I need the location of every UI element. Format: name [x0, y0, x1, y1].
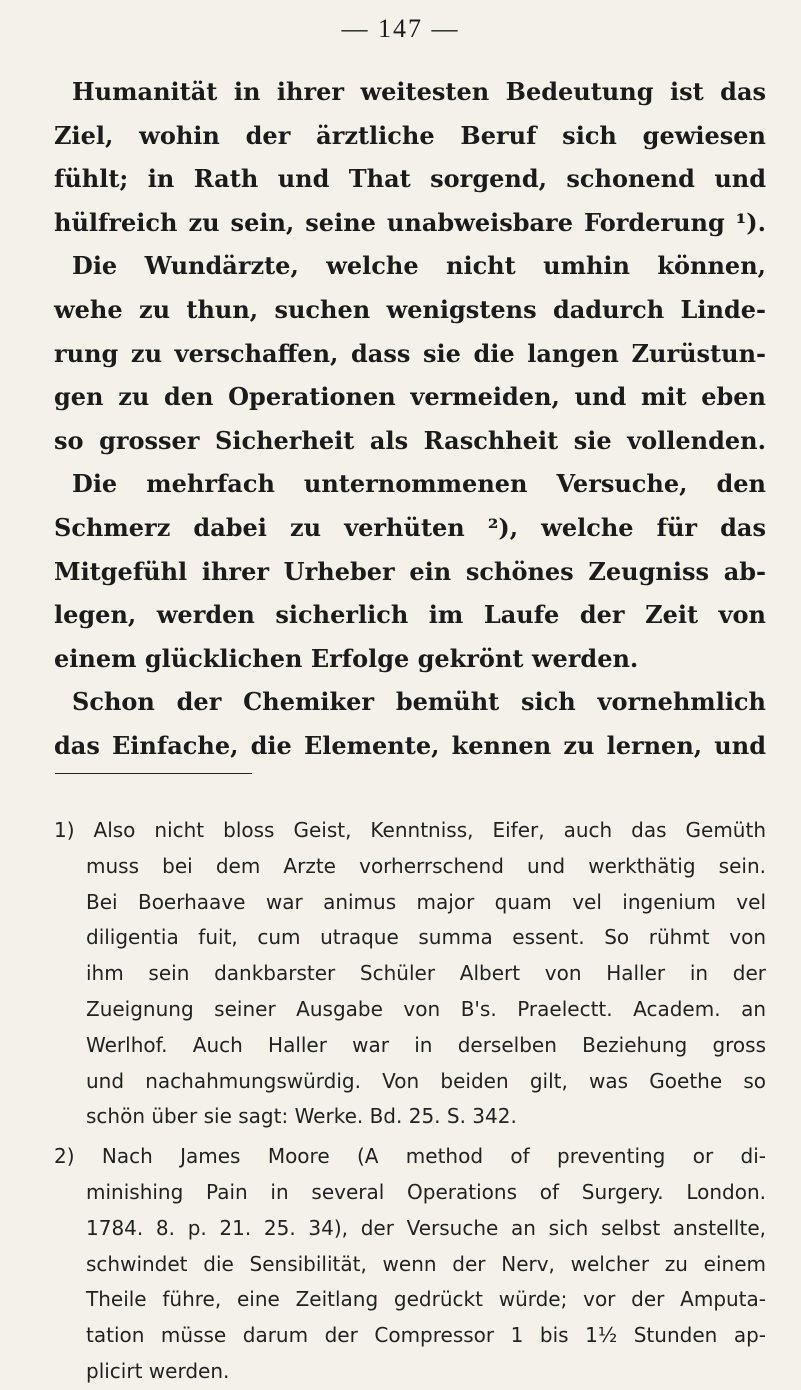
footnote-line: 2) Nach James Moore (A method of preventing or di- — [54, 1144, 766, 1169]
footnote-line: 1) Also nicht bloss Geist, Kenntniss, Eifer, auch das Gemüth — [54, 818, 766, 842]
footnote-line: plicirt werden. — [86, 1358, 230, 1383]
footnote-line: diligentia fuit, cum utraque summa essent. So rühmt von — [86, 925, 766, 950]
body-line: legen, werden sicherlich im Laufe der Zeit von — [54, 600, 766, 630]
footnote-line: Werlhof. Auch Haller war in derselben Beziehung gross — [86, 1032, 766, 1057]
footnotes — [54, 813, 766, 1390]
footnote-divider — [55, 773, 252, 774]
footnote-line: 1784. 8. p. 21. 25. 34), der Versuche an sich selbst anstellte, — [86, 1215, 766, 1240]
body-text — [54, 70, 766, 768]
footnote-line: minishing Pain in several Operations of Surgery. London. — [86, 1179, 766, 1204]
footnote-line: muss bei dem Arzte vorherrschend und werkthätig sein. — [86, 853, 766, 878]
body-line: so grosser Sicherheit als Raschheit sie vollenden. — [54, 425, 766, 455]
body-line: Die Wundärzte, welche nicht umhin können, — [72, 251, 766, 281]
body-line: einem glücklichen Erfolge gekrönt werden. — [54, 643, 639, 673]
body-line: Die mehrfach unternommenen Versuche, den — [72, 469, 766, 499]
footnote-line: und nachahmungswürdig. Von beiden gilt, was Goethe so — [86, 1068, 766, 1093]
page-number: — 147 — — [341, 14, 460, 43]
body-line: Humanität in ihrer weitesten Bedeutung ist das — [72, 77, 766, 106]
body-line: Mitgefühl ihrer Urheber ein schönes Zeugniss ab- — [54, 556, 766, 586]
footnote-line: ihm sein dankbarster Schüler Albert von Haller in der — [86, 961, 766, 986]
footnote-line: Bei Boerhaave war animus major quam vel ingenium vel — [86, 889, 766, 914]
footnote-line: schwindet die Sensibilität, wenn der Nerv, welcher zu einem — [86, 1251, 766, 1276]
footnote-line: Zueignung seiner Ausgabe von B's. Praelectt. Academ. an — [86, 996, 766, 1021]
body-line: rung zu verschaffen, dass sie die langen Zurüstun- — [54, 338, 766, 368]
body-line: wehe zu thun, suchen wenigstens dadurch Linde- — [54, 294, 766, 324]
body-line: Ziel, wohin der ärztliche Beruf sich gewiesen — [54, 120, 766, 150]
body-line: gen zu den Operationen vermeiden, und mit eben — [54, 382, 766, 412]
footnote-line: schön über sie sagt: Werke. Bd. 25. S. 342. — [86, 1104, 517, 1129]
body-line: das Einfache, die Elemente, kennen zu lernen, und — [54, 730, 766, 760]
body-line: Schmerz dabei zu verhüten ²), welche für das — [54, 512, 766, 542]
footnote-line: Theile führe, eine Zeitlang gedrückt würde; vor der Amputa- — [86, 1287, 766, 1312]
body-line: fühlt; in Rath und That sorgend, schonend und — [54, 164, 766, 194]
body-line: hülfreich zu sein, seine unabweisbare Forderung ¹). — [54, 207, 766, 237]
body-line: Schon der Chemiker bemüht sich vornehmlich — [72, 687, 766, 717]
footnote-line: tation müsse darum der Compressor 1 bis 1½ Stunden ap- — [86, 1323, 766, 1348]
